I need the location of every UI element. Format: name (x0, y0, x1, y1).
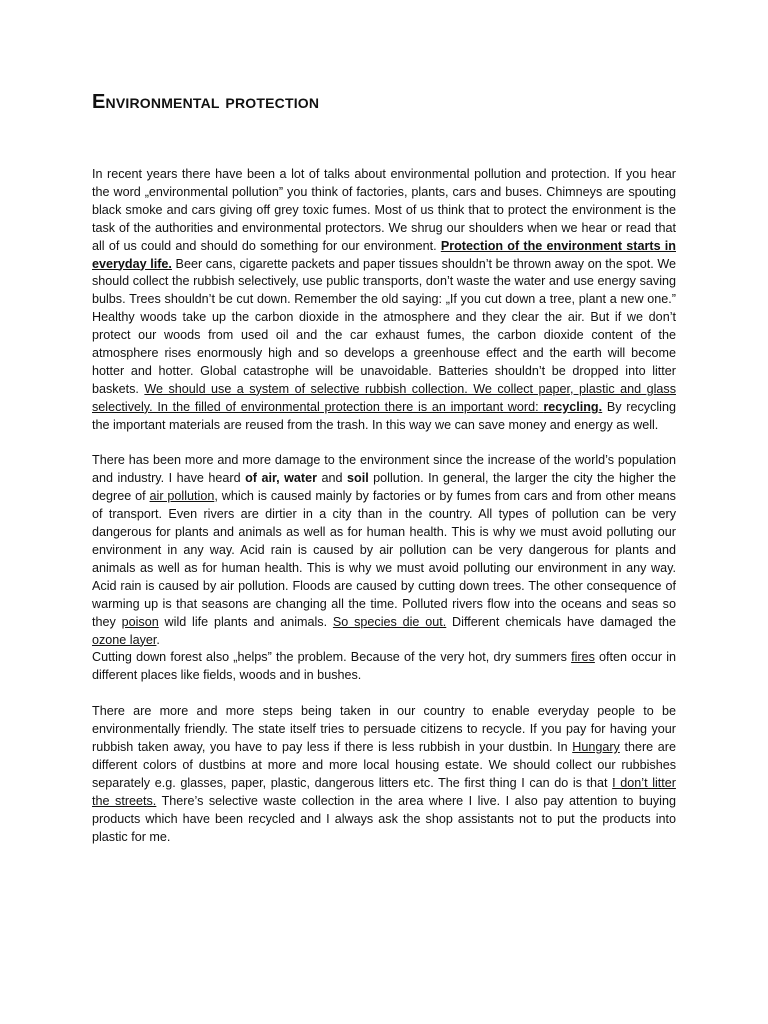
text-run: pollution. In general, the larger the city the higher the degree of (92, 471, 677, 504)
paragraph-3 (92, 649, 676, 685)
emphasis-run: Protection of the environment starts in everyday life. (92, 238, 676, 271)
bold-run: soil (347, 471, 369, 486)
text-run: There has been more and more damage to the environment since the increase of the world’s population and industry. I have heard (92, 453, 676, 486)
text-run: often occur in different places like fields, woods and in bushes. (92, 650, 676, 683)
underlined-run: poison (121, 614, 159, 629)
text-run: Beer cans, cigarette packets and paper tissues shouldn’t be thrown away on the spot. We should collect the rubbish selectively, use public transports, don’t waste the water and use energy saving bulbs. Trees shouldn’t be cut down. Remember the old saying: „If you cut down a tree, plant a new one.” Healthy woods take up the carbon dioxide in the atmosphere and they clear the air. But if we don’t protect our woods from used oil and the car exhaust fumes, the carbon dioxide content of the atmosphere rises enormously high and so develops a greenhouse effect and the earth will become hotter and hotter. Global catastrophe will be unavoidable. Batteries shouldn’t be dropped into litter baskets. (92, 256, 677, 396)
text-run: There are more and more steps being taken in our country to enable everyday people to be environmentally friendly. The state itself tries to persuade citizens to recycle. If you pay for having your rubbish taken away, you have to pay less if there is less rubbish in your dustbin. In (92, 704, 676, 754)
underlined-run: We should use a system of selective rubbish collection. We collect paper, plastic and glass selectively. In the filled of environmental protection there is an important word: (92, 381, 676, 414)
bold-run: of air, water (245, 471, 318, 486)
document-page (92, 88, 676, 846)
text-run: . (156, 632, 160, 647)
text-run: Different chemicals have damaged the (446, 614, 676, 629)
text-run: wild life plants and animals. (158, 614, 333, 629)
text-run: In recent years there have been a lot of talks about environmental pollution and protection. If you hear the word „environmental pollution” you think of factories, plants, cars and buses. Chimneys are spouting black smoke and cars giving off grey toxic fumes. Most of us think that to protect the environment is the task of the authorities and environmental protectors. We shrug our shoulders when we hear or read that all of us could and should do something for our environment. (92, 167, 676, 253)
underlined-run: ozone layer (92, 632, 157, 647)
paragraph-2 (92, 452, 676, 649)
page-title: Environmental protection (92, 91, 320, 113)
paragraph-1 (92, 166, 676, 435)
paragraph-gap (92, 435, 676, 453)
text-run: There’s selective waste collection in the area where I live. I also pay attention to buying products which have been recycled and I always ask the shop assistants not to put the products into plastic for me. (92, 793, 676, 844)
text-run: there are different colors of dustbins at more and more local housing estate. We should collect our rubbishes separately e.g. glasses, paper, plastic, dangerous litters etc. The first thing I can do is that (92, 739, 677, 790)
underlined-run: fires (571, 650, 595, 665)
paragraph-gap (92, 685, 676, 703)
underlined-run: Hungary (572, 739, 620, 754)
text-run: and (317, 471, 347, 486)
underlined-run: I don’t litter the streets. (92, 775, 676, 808)
text-run: , which is caused mainly by factories or by fumes from cars and from other means of transport. Even rivers are dirtier in a city than in the country. All types of pollution can be very dangerous for plants and animals as well as for human health. This is why we must avoid polluting our environment in any way. Acid rain is caused by air pollution can be very dangerous for plants and animals as well as for human health. This is why we must avoid polluting our environment in any way. Acid rain is caused by air pollution. Floods are caused by cutting down trees. The other consequence of warming up is that seasons are changing all the time. Polluted rivers flow into the oceans and seas so they (92, 489, 676, 629)
paragraph-4 (92, 703, 676, 846)
text-run: Cutting down forest also „helps” the problem. Because of the very hot, dry summers (92, 650, 572, 665)
underlined-run: air pollution (149, 489, 215, 504)
text-run: By recycling the important materials are reused from the trash. In this way we can save money and energy as well. (92, 399, 676, 432)
emphasis-run: recycling. (543, 399, 603, 414)
underlined-run: So species die out. (332, 614, 447, 629)
